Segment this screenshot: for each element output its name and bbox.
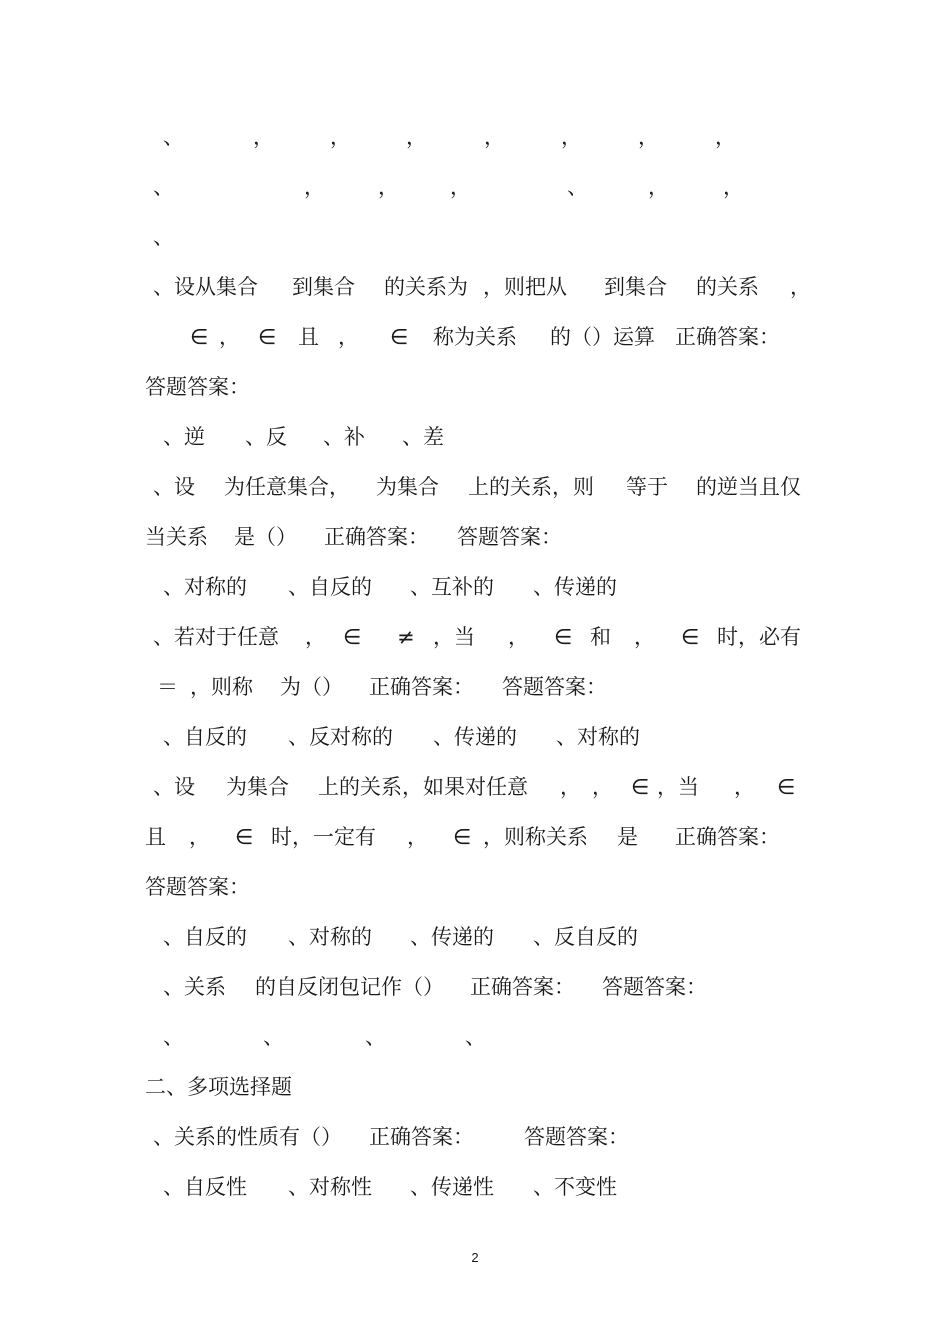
text-segment: ，: [790, 275, 811, 299]
text-line: [0, 222, 950, 252]
text-segment: ，: [407, 825, 428, 849]
text-segment: 、补: [323, 425, 365, 449]
text-segment: ，: [723, 175, 744, 199]
text-segment: ，: [638, 125, 659, 149]
text-segment: 、传递的: [433, 725, 517, 749]
text-segment: 答题答案：: [145, 875, 250, 899]
text-segment: 和: [590, 625, 611, 649]
page-number: 2: [471, 1250, 479, 1265]
text-segment: 、对称的: [556, 725, 640, 749]
text-segment: ，: [304, 175, 325, 199]
text-segment: 正确答案：: [675, 325, 780, 349]
text-segment: ，: [330, 125, 351, 149]
text-segment: 的自反闭包记作（）: [255, 975, 444, 999]
text-segment: ，: [561, 125, 582, 149]
text-segment: 答题答案：: [502, 675, 607, 699]
text-line: [0, 372, 950, 402]
text-line: [0, 922, 950, 952]
text-segment: 为集合: [226, 775, 289, 799]
text-segment: ∈: [343, 625, 362, 649]
text-segment: ，: [648, 175, 669, 199]
text-segment: 、: [465, 1025, 486, 1049]
text-segment: 正确答案：: [369, 675, 474, 699]
text-segment: ，: [592, 775, 613, 799]
text-segment: ∈: [453, 825, 472, 849]
text-segment: ，: [305, 625, 326, 649]
text-segment: 、反自反的: [533, 925, 638, 949]
text-segment: 、自反性: [163, 1175, 247, 1199]
text-segment: 、自反的: [163, 725, 247, 749]
text-line: [0, 672, 950, 702]
text-segment: 上的关系，如果对任意: [318, 775, 528, 799]
text-segment: 、传递的: [410, 925, 494, 949]
text-segment: 为（）: [280, 675, 343, 699]
text-segment: 、对称的: [288, 925, 372, 949]
text-segment: 、反: [245, 425, 287, 449]
text-segment: 答题答案：: [524, 1125, 629, 1149]
text-segment: ，: [634, 625, 655, 649]
text-segment: ，当: [433, 625, 475, 649]
text-segment: 、关系的性质有（）: [153, 1125, 342, 1149]
text-segment: 、传递的: [533, 575, 617, 599]
text-line: [0, 722, 950, 752]
text-segment: 正确答案：: [324, 525, 429, 549]
text-segment: 上的关系，则: [468, 475, 594, 499]
text-segment: 、反对称的: [288, 725, 393, 749]
text-segment: 是: [617, 825, 638, 849]
text-segment: 、不变性: [533, 1175, 617, 1199]
text-segment: 是（）: [234, 525, 297, 549]
text-segment: ，: [378, 175, 399, 199]
text-segment: ∈: [681, 625, 700, 649]
text-line: [0, 772, 950, 802]
text-segment: ∈: [631, 775, 650, 799]
text-segment: 且: [145, 825, 166, 849]
text-line: [0, 422, 950, 452]
text-segment: 为任意集合，: [224, 475, 350, 499]
text-segment: 答题答案：: [145, 375, 250, 399]
text-segment: 二、多项选择题: [145, 1075, 292, 1099]
text-segment: 为集合: [376, 475, 439, 499]
text-line: [0, 1072, 950, 1102]
text-segment: 时，必有: [717, 625, 801, 649]
text-segment: 、: [153, 225, 174, 249]
text-segment: 正确答案：: [470, 975, 575, 999]
text-segment: 答题答案：: [457, 525, 562, 549]
text-segment: 、自反的: [288, 575, 372, 599]
text-segment: 的逆当且仅: [696, 475, 801, 499]
text-segment: ≠: [397, 625, 415, 649]
text-line: [0, 1122, 950, 1152]
text-segment: 到集合: [604, 275, 667, 299]
text-segment: 、若对于任意: [153, 625, 279, 649]
text-segment: 称为关系: [433, 325, 517, 349]
text-segment: ，: [508, 625, 529, 649]
text-segment: 、: [153, 175, 174, 199]
text-segment: ∈: [554, 625, 573, 649]
text-segment: 正确答案：: [369, 1125, 474, 1149]
text-segment: 、逆: [163, 425, 205, 449]
text-segment: ＝: [157, 675, 178, 699]
text-segment: 、互补的: [410, 575, 494, 599]
text-segment: ，: [189, 825, 210, 849]
text-segment: ∈: [235, 825, 254, 849]
text-segment: 、对称的: [163, 575, 247, 599]
text-segment: ，: [406, 125, 427, 149]
text-segment: 的（）运算: [550, 325, 655, 349]
text-segment: ∈: [258, 325, 277, 349]
text-segment: 的关系: [696, 275, 759, 299]
text-segment: ∈: [190, 325, 209, 349]
text-segment: ，当: [657, 775, 699, 799]
text-segment: ∈: [390, 325, 409, 349]
text-line: [0, 472, 950, 502]
text-segment: ，: [484, 125, 505, 149]
text-segment: 、: [163, 125, 184, 149]
text-segment: ，则称关系: [483, 825, 588, 849]
text-segment: 当关系: [145, 525, 208, 549]
text-line: [0, 272, 950, 302]
text-segment: 的关系为: [384, 275, 468, 299]
text-segment: 答题答案：: [602, 975, 707, 999]
text-line: [0, 322, 950, 352]
text-line: [0, 972, 950, 1002]
text-segment: ，: [560, 775, 581, 799]
text-segment: ，: [253, 125, 274, 149]
text-segment: ，: [734, 775, 755, 799]
text-segment: ，: [450, 175, 471, 199]
text-segment: ∈: [777, 775, 796, 799]
text-segment: 、设: [153, 775, 195, 799]
text-segment: 、设从集合: [153, 275, 258, 299]
text-line: [0, 122, 950, 152]
text-segment: 、: [263, 1025, 284, 1049]
text-segment: 且: [298, 325, 319, 349]
text-segment: 、: [567, 175, 588, 199]
text-segment: 到集合: [292, 275, 355, 299]
text-line: [0, 572, 950, 602]
text-segment: 等于: [626, 475, 668, 499]
text-line: [0, 622, 950, 652]
text-line: [0, 872, 950, 902]
text-segment: 、传递性: [410, 1175, 494, 1199]
text-segment: 、对称性: [288, 1175, 372, 1199]
text-line: [0, 822, 950, 852]
text-segment: 、: [163, 1025, 184, 1049]
text-segment: 、差: [402, 425, 444, 449]
text-line: [0, 1022, 950, 1052]
text-line: [0, 1172, 950, 1202]
text-segment: ，: [219, 325, 240, 349]
text-segment: 时，一定有: [271, 825, 376, 849]
text-line: [0, 522, 950, 552]
text-segment: ，则把从: [483, 275, 567, 299]
text-segment: 、自反的: [163, 925, 247, 949]
text-segment: ，: [715, 125, 736, 149]
text-segment: 正确答案：: [675, 825, 780, 849]
text-segment: ，则称: [190, 675, 253, 699]
text-line: [0, 172, 950, 202]
text-segment: 、: [365, 1025, 386, 1049]
text-segment: 、关系: [163, 975, 226, 999]
text-segment: ，: [338, 325, 359, 349]
text-segment: 、设: [153, 475, 195, 499]
